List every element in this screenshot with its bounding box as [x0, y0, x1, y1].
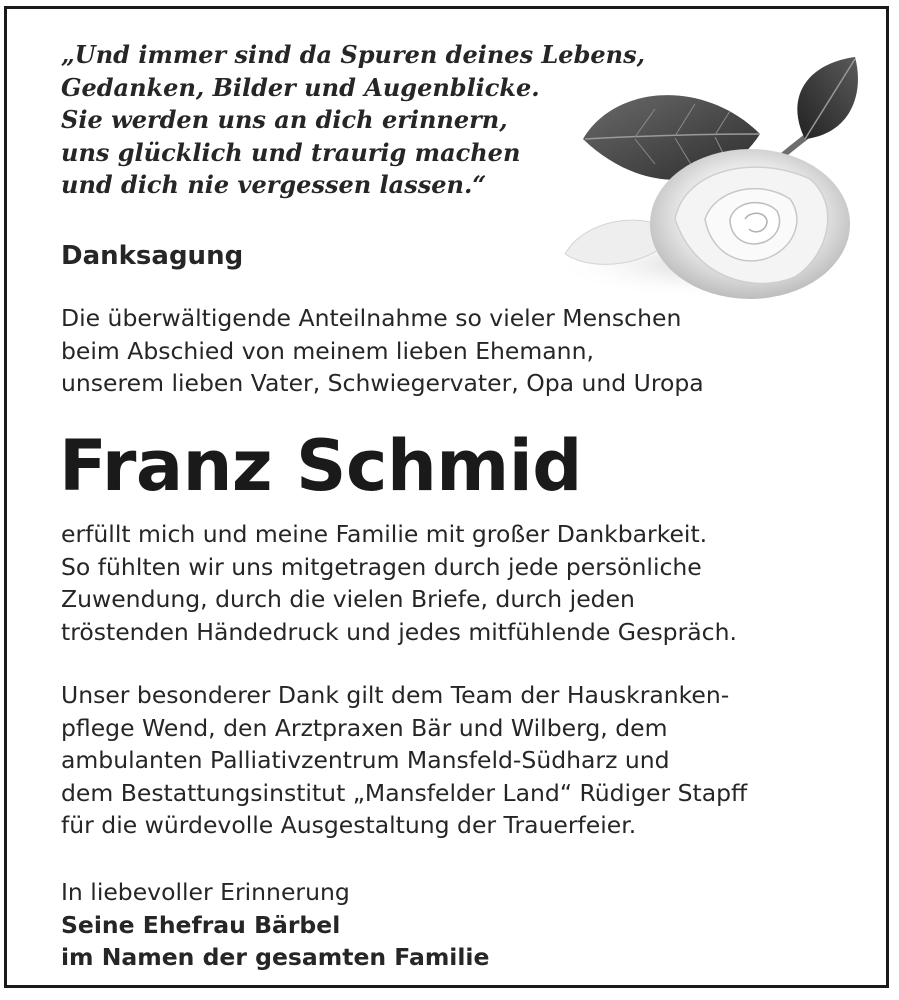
quote-line: uns glücklich und traurig machen: [61, 137, 521, 167]
quote-line: Sie werden uns an dich erinnern,: [61, 105, 508, 134]
thanks-line: Zuwendung, durch die vielen Briefe, durch jeden: [61, 585, 635, 613]
intro-paragraph: [61, 302, 704, 400]
intro-line: Die überwältigende Anteilnahme so vieler Menschen: [61, 304, 682, 332]
special-thanks-line: ambulanten Palliativzentrum Mansfeld-Südharz und: [61, 746, 670, 774]
special-thanks-line: pflege Wend, den Arztpraxen Bär und Wilberg, dem: [61, 713, 668, 742]
thanks-line: So fühlten wir uns mitgetragen durch jede persönliche: [61, 552, 702, 581]
special-thanks-line: Unser besonderer Dank gilt dem Team der Hauskranken-: [61, 681, 730, 709]
thanks-paragraph: [61, 518, 737, 648]
signer-name: Seine Ehefrau Bärbel: [61, 910, 341, 939]
rose-icon: [555, 39, 875, 309]
special-thanks-paragraph: [61, 679, 747, 842]
quote-line: und dich nie vergessen lassen.“: [61, 170, 487, 199]
signer-family: im Namen der gesamten Familie: [61, 943, 490, 971]
quote-line: Gedanken, Bilder und Augenblicke.: [61, 72, 540, 102]
memorial-quote: [61, 39, 645, 202]
intro-line: beim Abschied von meinem lieben Ehemann,: [61, 336, 594, 365]
quote-line: „Und immer sind da Spuren deines Lebens,: [61, 40, 645, 69]
obituary-notice: [4, 6, 889, 988]
thanks-line: erfüllt mich und meine Familie mit großer Dankbarkeit.: [61, 520, 708, 548]
intro-line: unserem lieben Vater, Schwiegervater, Opa und Uropa: [61, 369, 704, 397]
special-thanks-line: für die würdevolle Ausgestaltung der Trauerfeier.: [61, 811, 637, 839]
closing-line: In liebevoller Erinnerung: [61, 878, 350, 906]
page-title: Danksagung: [61, 241, 244, 271]
special-thanks-line: dem Bestattungsinstitut „Mansfelder Land“ Rüdiger Stapff: [61, 778, 748, 807]
thanks-line: tröstenden Händedruck und jedes mitfühlende Gespräch.: [61, 617, 737, 646]
deceased-name: Franz Schmid: [59, 425, 582, 507]
closing-signature: [61, 876, 489, 974]
